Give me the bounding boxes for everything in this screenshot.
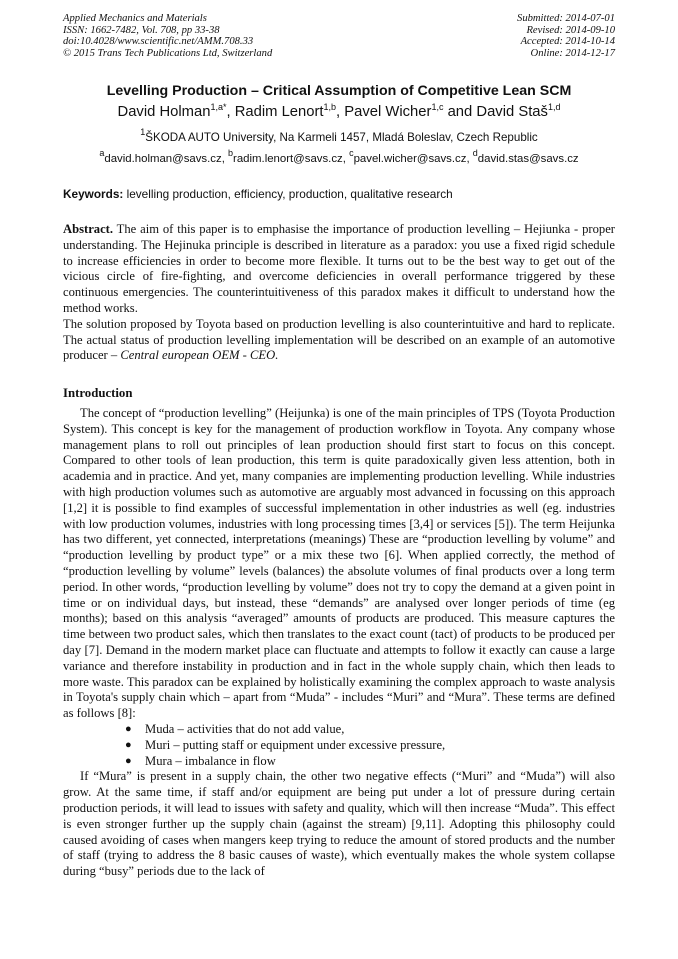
email-link[interactable]: david.stas@savs.cz [477, 153, 579, 165]
abstract-italic-text: Central european OEM - CEO. [120, 348, 279, 363]
waste-types-list [63, 722, 615, 769]
date-submitted: Submitted: 2014-07-01 [517, 13, 615, 24]
email-separator: , [342, 153, 350, 165]
abstract-label: Abstract. [63, 222, 114, 236]
journal-info [63, 13, 272, 59]
list-item [125, 721, 615, 738]
date-accepted: Accepted: 2014-10-14 [520, 36, 615, 48]
email-separator: , [221, 153, 229, 165]
journal-name: Applied Mechanics and Materials [63, 13, 207, 24]
email-list [0, 148, 678, 167]
journal-issn: ISSN: 1662-7482, Vol. 708, pp 33-38 [63, 24, 220, 36]
abstract-paragraph [63, 317, 615, 364]
author-separator: and [443, 104, 477, 120]
section-heading-introduction: Introduction [63, 386, 133, 400]
author-separator: , [226, 104, 235, 120]
introduction-paragraph: If “Mura” is present in a supply chain, the other two negative effects (“Muri” and “Muda”) will also grow. At the same time, if staff and/or equipment are being put under a lot of pressure during certain production periods, it will lead to issues with safety and quality, which will then increase “Muda”. This effect is even stronger further up the supply chain (against the stream) [9,11]. Adopting this philosophy could caused avoiding of cases when mangers keep trying to reduce the amount of stored products and the number of staff (trying to address the 8 basic causes of waste), which eventually makes the whole system collapse during “busy” periods due to the lack of [63, 769, 615, 879]
abstract-paragraph [63, 222, 615, 317]
list-item [125, 737, 615, 754]
affiliation-superscript: 1 [140, 127, 146, 137]
author-superscript: 1,c [431, 102, 444, 112]
author-superscript: 1,a* [210, 102, 227, 112]
date-revised: Revised: 2014-09-10 [526, 24, 615, 36]
email-superscript: b [228, 148, 234, 158]
email-superscript: d [472, 148, 478, 158]
list-item-text: Mura – imbalance in flow [145, 753, 276, 768]
bullet-icon: ● [125, 754, 132, 767]
abstract-text: The solution proposed by Toyota based on production levelling is also counterintuitive and hard to replicate. The actual status of production levelling implementation will be described on an example of an automotive producer – [63, 316, 615, 363]
affiliation [0, 127, 678, 145]
author-separator: , [336, 104, 345, 120]
author-name: Radim Lenort [234, 104, 324, 120]
email-link[interactable]: david.holman@savs.cz [104, 153, 222, 165]
author-name: David Holman [117, 104, 211, 120]
list-item-text: Muri – putting staff or equipment under excessive pressure, [145, 737, 446, 752]
date-online: Online: 2014-12-17 [530, 47, 615, 59]
email-separator: , [466, 153, 473, 165]
affiliation-text: ŠKODA AUTO University, Na Karmeli 1457, Mladá Boleslav, Czech Republic [145, 131, 538, 144]
author-name: Pavel Wicher [344, 104, 432, 120]
keywords-label: Keywords: [63, 187, 124, 201]
keywords [63, 186, 623, 202]
author-list [0, 103, 678, 121]
abstract [63, 222, 615, 364]
email-link[interactable]: pavel.wicher@savs.cz [353, 153, 467, 165]
email-superscript: c [349, 148, 354, 158]
list-item-text: Muda – activities that do not add value, [145, 721, 345, 736]
author-superscript: 1,b [323, 102, 337, 112]
list-item [125, 753, 615, 770]
journal-copyright: © 2015 Trans Tech Publications Ltd, Switzerland [63, 47, 273, 59]
author-name: David Staš [476, 104, 548, 120]
publication-dates [517, 13, 615, 59]
keywords-text: levelling production, efficiency, production, qualitative research [123, 187, 453, 201]
paper-title: Levelling Production – Critical Assumption of Competitive Lean SCM [106, 83, 572, 99]
journal-doi: doi:10.4028/www.scientific.net/AMM.708.33 [63, 36, 254, 48]
introduction-body [63, 406, 615, 880]
introduction-paragraph: The concept of “production levelling” (Heijunka) is one of the main principles of TPS (Toyota Production System). This concept is key for the management of production workflow in Toyota. Any company whose management plans to roll out principles of lean production should first start to focus on this concept. Compared to other tools of lean production, this term is quite paradoxically given less attention, both in academia and in practice. And yet, many companies are implementing production levelling. While industries with high production volumes such as automotive are arguably most advanced in focussing on this approach [1,2] it is possible to find examples of successful implementation in other industries as well (eg. industries with low production volumes, industries with long processing times [3,4] or services [5]). The term Heijunka has two different, yet connected, interpretations (meanings) These are “production levelling by volume” and “production levelling by product type” or a mix these two [6]. When applied correctly, the method of “production levelling by volume” levels (balances) the absolute volumes of final products over a long term period. In other words, “production levelling by volume” does not try to copy the demand at a given point in time or on individual days, but instead, these “demands” are analysed over longer periods of time (eg months); based on this analysis “averaged” amounts of products are produced. This measure captures the time between two product sales, which then translates to the exact count (tact) of products to be produced per day [7]. Demand in the modern market place can fluctuate and attempts to follow it exactly can cause a large variance and therefore instability in production and in fact in the whole supply chain, which then leads to more waste. This paradox can be explained by holistically examining the complex approach to waste analysis in Toyota's supply chain which – apart from “Muda” - includes “Muri” and “Mura”. These terms are defined as follows [8]: [63, 406, 615, 721]
bullet-icon: ● [125, 738, 132, 751]
author-superscript: 1,d [547, 102, 561, 112]
abstract-text: The aim of this paper is to emphasise the importance of production levelling – Hejiunka - proper understanding. The Hejinuka principle is described in literature as a paradox: you use a fixed rigid schedule to increase efficiencies in order to become more flexible. It turns out to be the best way to get out of the vicious circle of fire-fighting, and overcome deficiencies in overall performance triggered by these continuous emergencies. The counterintuitiveness of this paradox makes it difficult to understand how the method works. [63, 222, 615, 315]
bullet-icon: ● [125, 722, 132, 735]
email-superscript: a [99, 148, 105, 158]
email-link[interactable]: radim.lenort@savs.cz [233, 153, 343, 165]
